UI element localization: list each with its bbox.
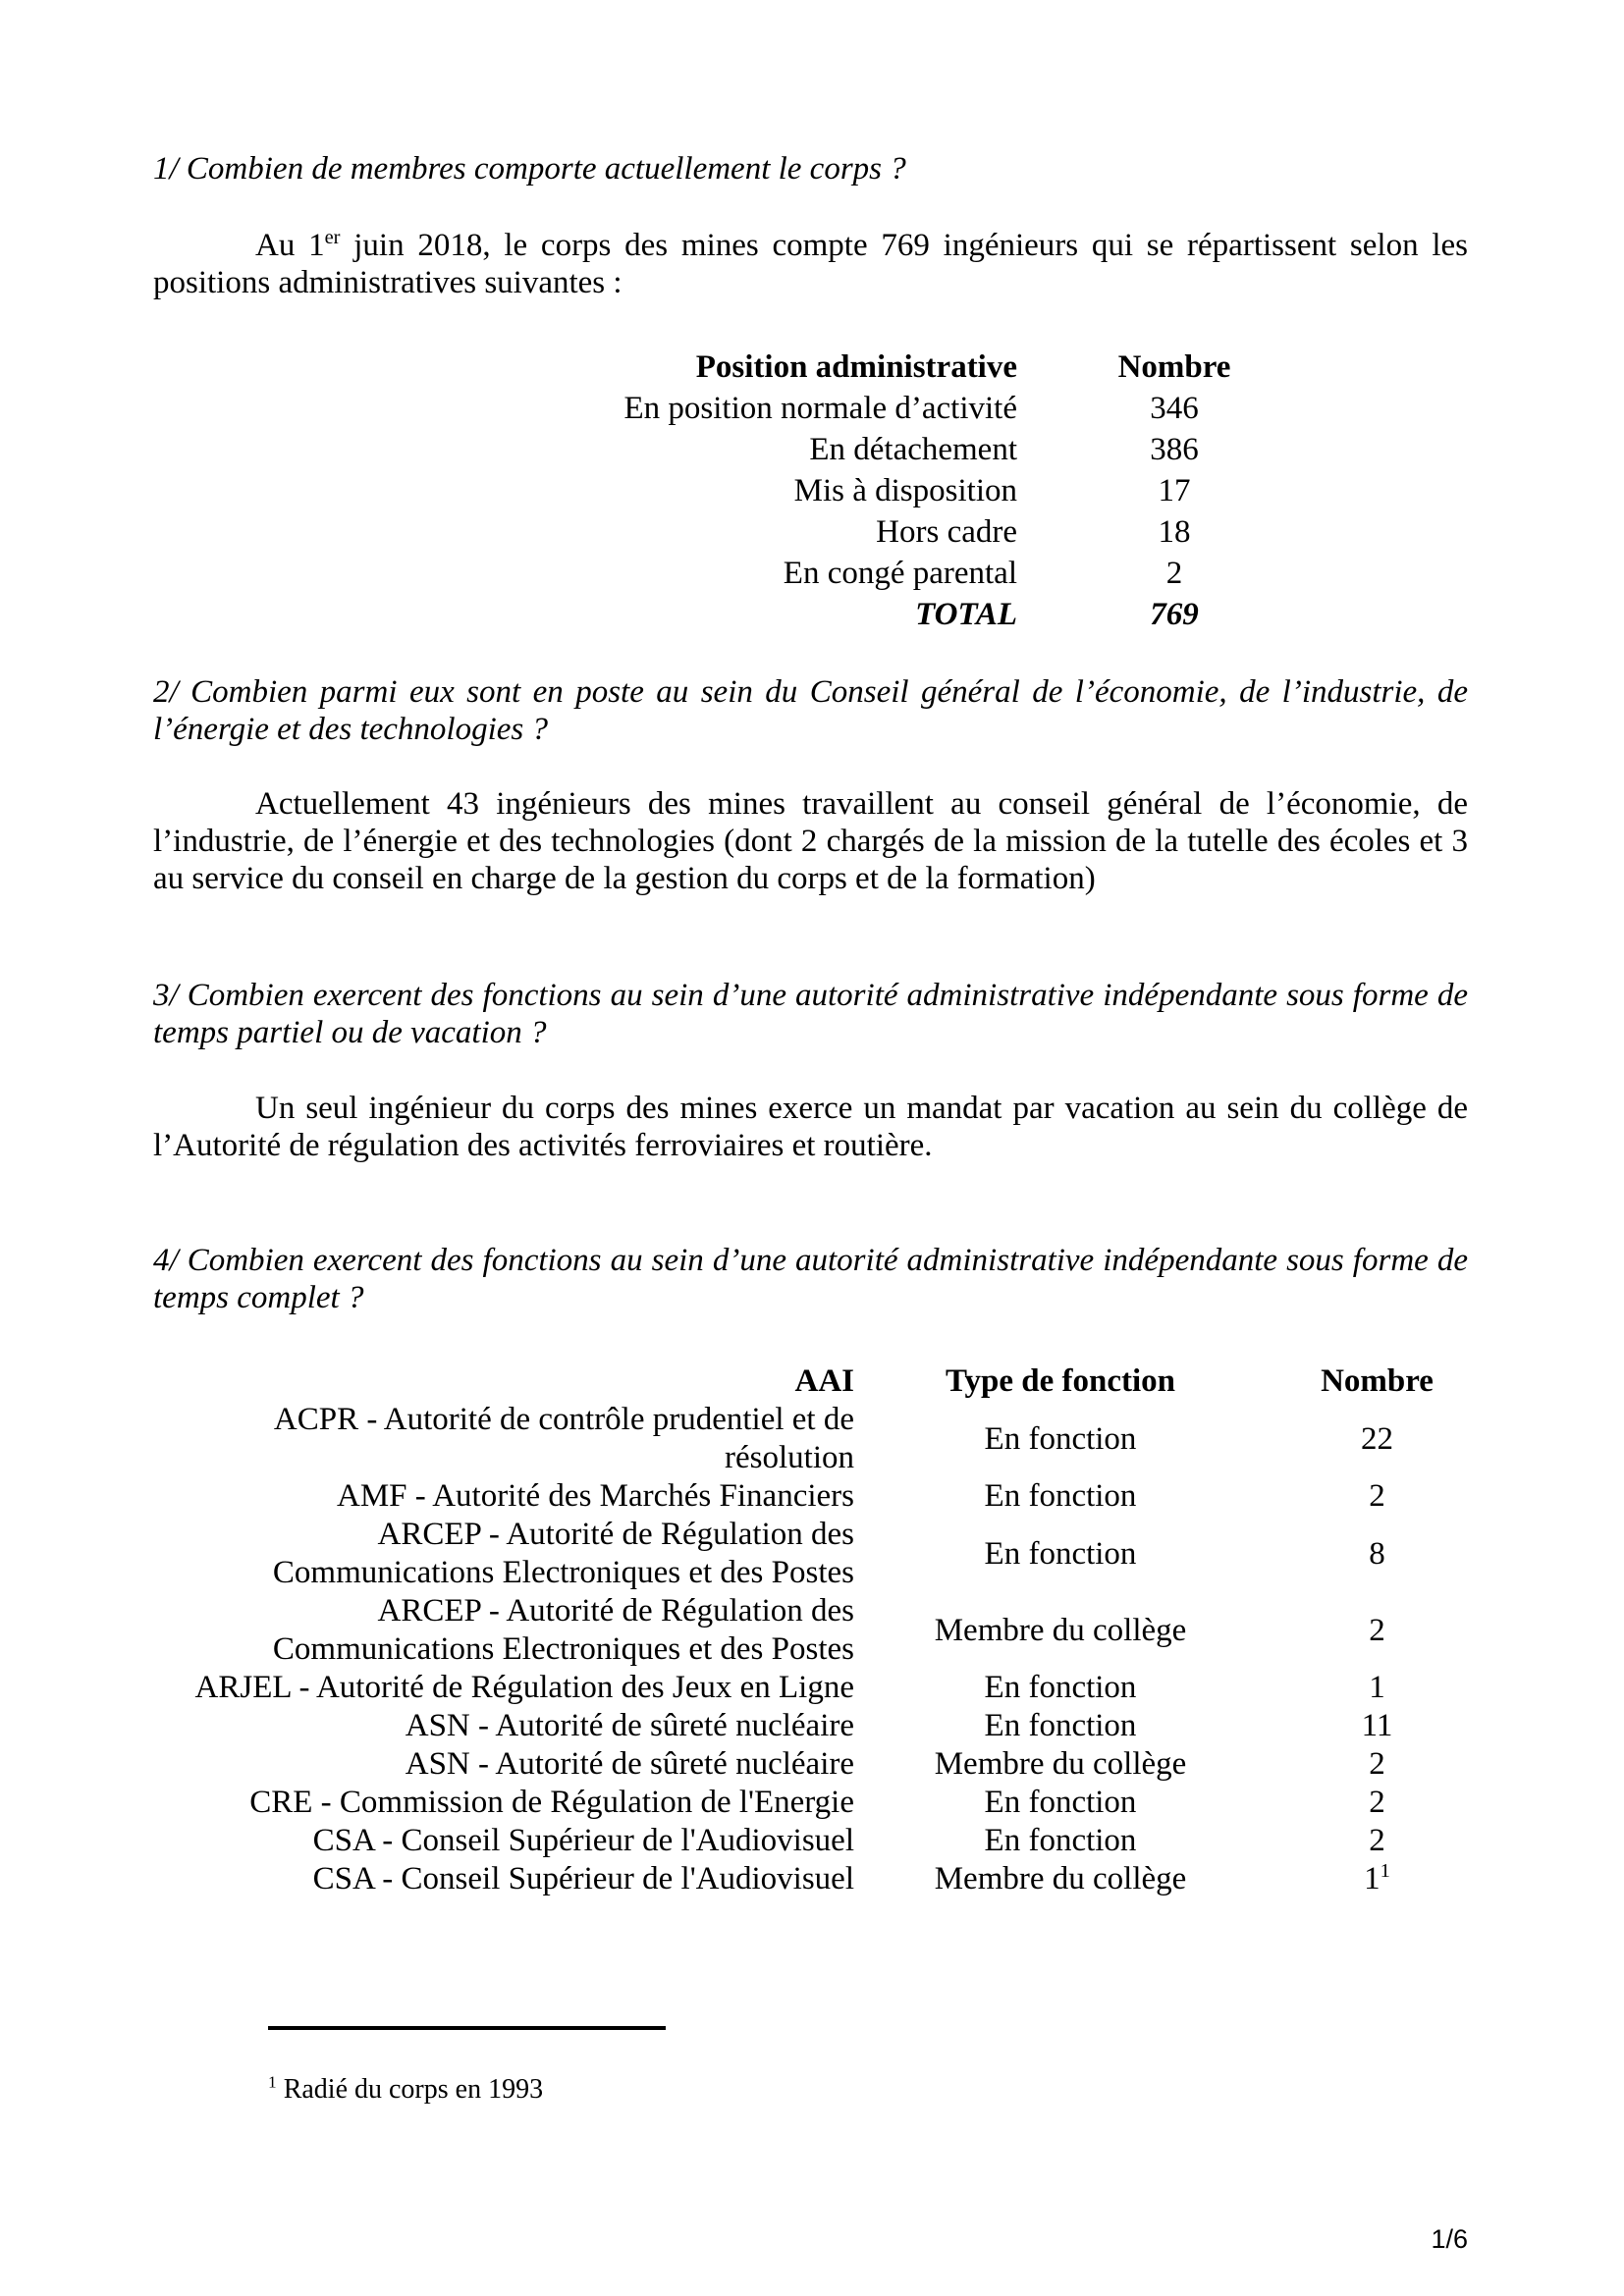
nombre-cell: 1 [1369, 1670, 1385, 1705]
table-total-row [467, 594, 1331, 635]
table-row [177, 1477, 1488, 1516]
table-row [177, 1860, 1488, 1898]
position-count: 346 [1150, 391, 1199, 426]
nombre-cell: 2 [1369, 1612, 1385, 1648]
aai-cell: ASN - Autorité de sûreté nucléaire [405, 1708, 854, 1743]
table-row [467, 470, 1331, 511]
ordinal-superscript: er [324, 227, 341, 248]
table-header-row [467, 347, 1331, 388]
answer-1-text-end: juin 2018, le corps des mines compte 769 ingénieurs qui se répartissent selon les positions administratives suivantes : [153, 228, 1468, 300]
position-label: En détachement [809, 432, 1017, 467]
positions-table [467, 347, 1331, 635]
positions-header-label: Position administrative [695, 349, 1017, 385]
question-1-text: 1/ Combien de membres comporte actuellement le corps ? [153, 151, 906, 187]
question-1 [153, 150, 1468, 187]
aai-cell: CRE - Commission de Régulation de l'Energie [249, 1785, 854, 1820]
footnote-text: Radié du corps en 1993 [283, 2074, 544, 2105]
nombre-cell: 2 [1369, 1746, 1385, 1782]
table-row [467, 429, 1331, 470]
fonction-cell: En fonction [984, 1708, 1137, 1743]
answer-3-text: Un seul ingénieur du corps des mines exerce un mandat par vacation au sein du collège de l’Autorité de régulation des activités ferroviaires et routière. [153, 1091, 1468, 1163]
table-row [177, 1401, 1488, 1477]
fonction-cell: En fonction [984, 1670, 1137, 1705]
aai-header: AAI [794, 1363, 854, 1399]
aai-cell: ARCEP - Autorité de Régulation des Communications Electroniques et des Postes [272, 1517, 854, 1590]
aai-cell: ACPR - Autorité de contrôle prudentiel et de résolution [273, 1402, 854, 1475]
positions-header-nombre: Nombre [1117, 349, 1231, 385]
position-label: Mis à disposition [793, 473, 1017, 508]
fonction-header: Type de fonction [945, 1363, 1176, 1399]
position-count: 17 [1158, 473, 1191, 508]
position-label: En congé parental [783, 556, 1017, 591]
fonction-cell: Membre du collège [934, 1861, 1187, 1896]
position-label: Hors cadre [876, 514, 1017, 550]
fonction-cell: En fonction [984, 1785, 1137, 1820]
aai-cell: ARCEP - Autorité de Régulation des Communications Electroniques et des Postes [272, 1593, 854, 1667]
answer-3 [153, 1090, 1468, 1164]
nombre-cell: 11 [1361, 1708, 1393, 1743]
position-label: En position normale d’activité [623, 391, 1017, 426]
fonction-cell: Membre du collège [934, 1612, 1187, 1648]
table-row [177, 1745, 1488, 1784]
question-4-text: 4/ Combien exercent des fonctions au sein d’une autorité administrative indépendante sous forme de temps complet ? [153, 1243, 1468, 1315]
aai-cell: AMF - Autorité des Marchés Financiers [337, 1478, 854, 1514]
footnote-reference: 1 [1380, 1860, 1390, 1882]
fonction-cell: En fonction [984, 1478, 1137, 1514]
nombre-cell: 2 [1369, 1823, 1385, 1858]
question-2 [153, 673, 1468, 748]
fonction-cell: En fonction [984, 1535, 1137, 1572]
question-4 [153, 1242, 1468, 1316]
answer-1-text-start: Au 1 [255, 228, 325, 263]
position-count: 2 [1165, 556, 1183, 591]
table-row [467, 388, 1331, 429]
table-row [467, 553, 1331, 594]
table-row [177, 1516, 1488, 1592]
total-value: 769 [1150, 597, 1199, 632]
footnote-separator [268, 2026, 666, 2030]
fonction-cell: En fonction [984, 1823, 1137, 1858]
nombre-cell: 2 [1369, 1785, 1385, 1820]
question-2-text: 2/ Combien parmi eux sont en poste au sein du Conseil général de l’économie, de l’industrie, de l’énergie et des technologies ? [153, 674, 1468, 747]
aai-cell: CSA - Conseil Supérieur de l'Audiovisuel [312, 1861, 854, 1896]
footnote [268, 2074, 1468, 2106]
table-row [177, 1784, 1488, 1822]
nombre-cell: 22 [1361, 1420, 1393, 1457]
nombre-cell [1267, 1860, 1488, 1898]
nombre-value: 1 [1364, 1861, 1380, 1896]
nombre-cell: 8 [1369, 1535, 1385, 1572]
nombre-header: Nombre [1321, 1363, 1434, 1399]
table-row [177, 1592, 1488, 1669]
aai-table [177, 1362, 1488, 1898]
fonction-cell: Membre du collège [934, 1746, 1187, 1782]
position-count: 386 [1150, 432, 1199, 467]
footnote-marker: 1 [268, 2072, 277, 2092]
page-number: 1/6 [1431, 2224, 1468, 2254]
fonction-cell: En fonction [984, 1420, 1137, 1457]
aai-cell: CSA - Conseil Supérieur de l'Audiovisuel [312, 1823, 854, 1858]
question-3 [153, 977, 1468, 1051]
answer-2 [153, 785, 1468, 897]
aai-cell: ASN - Autorité de sûreté nucléaire [405, 1746, 854, 1782]
table-row [177, 1669, 1488, 1707]
table-row [177, 1822, 1488, 1860]
question-3-text: 3/ Combien exercent des fonctions au sein d’une autorité administrative indépendante sous forme de temps partiel ou de vacation ? [153, 978, 1468, 1050]
table-row [177, 1707, 1488, 1745]
answer-1 [153, 227, 1468, 301]
table-header-row [177, 1362, 1488, 1401]
aai-cell: ARJEL - Autorité de Régulation des Jeux en Ligne [194, 1670, 854, 1705]
total-label: TOTAL [915, 597, 1017, 632]
nombre-cell: 2 [1369, 1478, 1385, 1514]
table-row [467, 511, 1331, 553]
answer-2-text: Actuellement 43 ingénieurs des mines travaillent au conseil général de l’économie, de l’industrie, de l’énergie et des technologies (dont 2 chargés de la mission de la tutelle des écoles et 3 au service du conseil en charge de la gestion du corps et de la formation) [153, 786, 1468, 896]
position-count: 18 [1158, 514, 1191, 550]
